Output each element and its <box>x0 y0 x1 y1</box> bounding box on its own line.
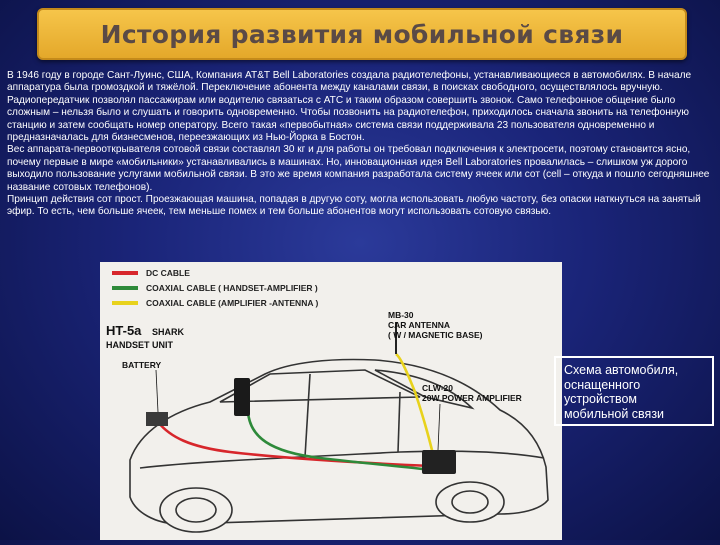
title-bar <box>37 8 687 60</box>
handset-unit-icon <box>234 378 250 416</box>
car-diagram-svg <box>100 262 562 540</box>
paragraph-weight: Вес аппарата-первооткрывателя сотовой связи составлял 30 кг и для работы он требовал подключения к электросети, поэтому становится ясно, почему первые в мире «мобильники» устанавливались в машинах. Но, инновационная идея Bell Laboratories провалилась – слишком уж дорого выходило пользование услугами мобильной связи. В это же время компания разработала систему ячеек или сот (cell – откуда и пошло сегодняшнее название сотовых телефонов). <box>7 144 710 193</box>
paragraph-history: В 1946 году в городе Сант-Луинс, США, Компания AT&T Bell Laboratories создала радиотелефоны, устанавливающиеся в автомобилях. В начале аппаратура была громоздкой и тяжёлой. Переключение абонента между каналами связи, в поисках свободного, осуществлялось вручную. Радиопередатчик позволял пассажирам или водителю связаться с АТС и таким образом совершить звонок. Само телефонное общение было сложным – нельзя было и слушать и говорить одновременно. Чтобы позвонить на радиотелефон, приходилось сначала звонить на телефонную станцию и затем сообщать номер оператору. Всего такая «первобытная» система связи поддерживала 23 пользователя одновременно и предназначалась для бизнесменов, переезжающих из Нью-Йорка в Бостон. <box>7 70 692 144</box>
power-amplifier-icon <box>422 450 456 474</box>
handset-model-label: HT-5a <box>106 323 142 338</box>
dc-cable <box>158 422 430 466</box>
handset-name-label: SHARK <box>152 327 185 337</box>
paragraph-cells: Принцип действия сот прост. Проезжающая машина, попадая в другую соту, могла использовать любую частоту, без опаски наткнуться на занятый эфир. То есть, чем больше ячеек, тем меньше помех и тем больше абонентов могут использовать сотовую связью. <box>7 194 701 218</box>
antenna-label-line1: CAR ANTENNA <box>388 320 451 330</box>
slide-title: История развития мобильной связи <box>100 19 624 49</box>
amplifier-desc-label: 20W POWER AMPLIFIER <box>422 393 522 403</box>
diagram-legend <box>112 268 319 308</box>
handset-amplifier-cable <box>248 412 430 470</box>
car-diagram <box>100 262 562 540</box>
battery-label: BATTERY <box>122 360 162 370</box>
antenna-model-label: MB-30 <box>388 310 414 320</box>
body-text <box>7 70 715 219</box>
diagram-caption: Схема автомобиля, оснащенного устройством мобильной связи <box>554 356 714 426</box>
handset-unit-label: HANDSET UNIT <box>106 340 173 350</box>
amplifier-model-label: CLW-20 <box>422 383 453 393</box>
battery-icon <box>146 412 168 426</box>
car-outline <box>130 360 548 532</box>
antenna-label-line2: ( W / MAGNETIC BASE) <box>388 330 483 340</box>
legend-label-dc: DC CABLE <box>146 268 190 278</box>
legend-label-amplifier-antenna: COAXIAL CABLE (AMPLIFIER -ANTENNA ) <box>146 298 319 308</box>
legend-label-handset-amplifier: COAXIAL CABLE ( HANDSET-AMPLIFIER ) <box>146 283 318 293</box>
